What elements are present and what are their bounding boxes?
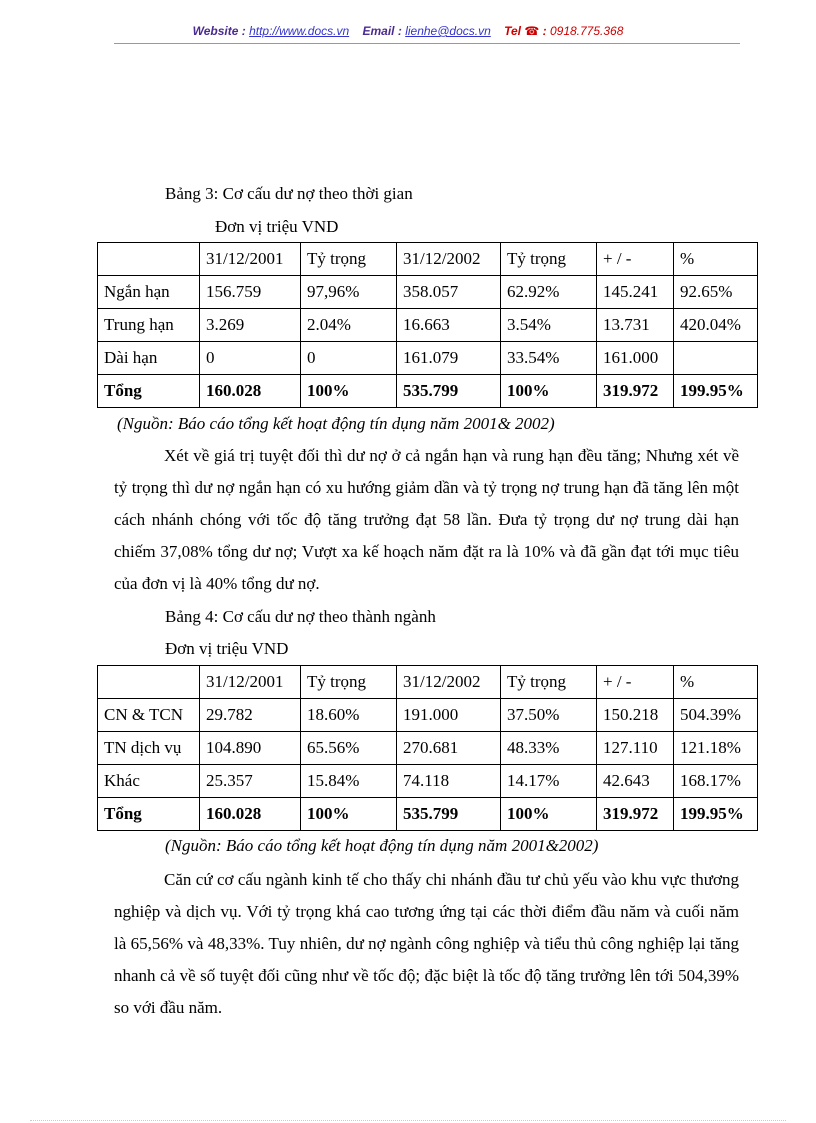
- table-cell: 62.92%: [501, 276, 597, 309]
- table-cell: 145.241: [597, 276, 674, 309]
- website-link[interactable]: http://www.docs.vn: [249, 24, 350, 38]
- table-row: [98, 342, 758, 375]
- table-cell: 161.000: [597, 342, 674, 375]
- table-header-cell: [98, 243, 200, 276]
- table-cell: 100%: [501, 798, 597, 831]
- tel-number: 0918.775.368: [549, 24, 624, 38]
- table-cell: [674, 342, 758, 375]
- table4-caption: Bảng 4: Cơ cấu dư nợ theo thành ngành: [165, 607, 436, 626]
- table3-unit: Đơn vị triệu VND: [215, 217, 339, 236]
- table-header-row: [98, 243, 758, 276]
- table-cell: 160.028: [200, 375, 301, 408]
- table4-source: (Nguồn: Báo cáo tổng kết hoạt động tín dụng năm 2001&2002): [165, 836, 599, 855]
- table-cell: 2.04%: [301, 309, 397, 342]
- table-cell: Tổng: [98, 798, 200, 831]
- table-cell: 33.54%: [501, 342, 597, 375]
- table-cell: 13.731: [597, 309, 674, 342]
- table-cell: 535.799: [397, 798, 501, 831]
- table-cell: Dài hạn: [98, 342, 200, 375]
- table-cell: Ngắn hạn: [98, 276, 200, 309]
- table-cell: CN & TCN: [98, 699, 200, 732]
- table-cell: 504.39%: [674, 699, 758, 732]
- table-cell: 25.357: [200, 765, 301, 798]
- email-link[interactable]: lienhe@docs.vn: [405, 24, 491, 38]
- table4-unit: Đơn vị triệu VND: [165, 639, 289, 658]
- table-cell: Tổng: [98, 375, 200, 408]
- table-header-cell: 31/12/2001: [200, 666, 301, 699]
- table-cell: 100%: [301, 375, 397, 408]
- table-cell: 127.110: [597, 732, 674, 765]
- table-cell: 15.84%: [301, 765, 397, 798]
- table-cell: 74.118: [397, 765, 501, 798]
- table-cell: 100%: [501, 375, 597, 408]
- table-cell: 161.079: [397, 342, 501, 375]
- table-cell: 65.56%: [301, 732, 397, 765]
- email-label: Email :: [362, 24, 402, 38]
- table-header-cell: [98, 666, 200, 699]
- table-row: [98, 276, 758, 309]
- table-cell: 358.057: [397, 276, 501, 309]
- table-cell: 270.681: [397, 732, 501, 765]
- table3: [97, 242, 758, 408]
- table-header-cell: %: [674, 666, 758, 699]
- table-cell: 92.65%: [674, 276, 758, 309]
- table-header-row: [98, 666, 758, 699]
- table-header-cell: + / -: [597, 243, 674, 276]
- table4: [97, 665, 758, 831]
- table-cell: 121.18%: [674, 732, 758, 765]
- table-header-cell: %: [674, 243, 758, 276]
- table-cell: Khác: [98, 765, 200, 798]
- table-header-cell: + / -: [597, 666, 674, 699]
- table3-source: (Nguồn: Báo cáo tổng kết hoạt động tín dụng năm 2001& 2002): [117, 414, 555, 433]
- footer-divider: [30, 1120, 786, 1121]
- table-cell: 319.972: [597, 798, 674, 831]
- table-cell: 16.663: [397, 309, 501, 342]
- table-cell: 100%: [301, 798, 397, 831]
- table-cell: 160.028: [200, 798, 301, 831]
- table-cell: 191.000: [397, 699, 501, 732]
- table-cell: 29.782: [200, 699, 301, 732]
- paragraph-1: Xét về giá trị tuyệt đối thì dư nợ ở cả ngắn hạn và rung hạn đều tăng; Nhưng xét về tỷ trọng thì dư nợ ngắn hạn có xu hướng giảm dần và tỷ trọng nợ trung hạn đã tăng lên một cách nhánh chóng với tốc độ tăng trưởng đạt 58 lần. Đưa tỷ trọng dư nợ trung dài hạn chiếm 37,08% tổng dư nợ; Vượt xa kế hoạch năm đặt ra là 10% và đã gần đạt tới mục tiêu của đơn vị là 40% tổng dư nợ.: [114, 446, 739, 593]
- page-header: [0, 24, 816, 38]
- table-header-cell: 31/12/2001: [200, 243, 301, 276]
- table-cell: 420.04%: [674, 309, 758, 342]
- table-row: [98, 732, 758, 765]
- table-cell: 37.50%: [501, 699, 597, 732]
- table-cell: 535.799: [397, 375, 501, 408]
- table-cell: 319.972: [597, 375, 674, 408]
- table-cell: 199.95%: [674, 375, 758, 408]
- table-cell: 3.269: [200, 309, 301, 342]
- table-cell: 104.890: [200, 732, 301, 765]
- table-header-cell: 31/12/2002: [397, 243, 501, 276]
- header-divider: [114, 43, 740, 44]
- table-row: [98, 699, 758, 732]
- paragraph-2: Căn cứ cơ cấu ngành kinh tế cho thấy chi nhánh đầu tư chủ yếu vào khu vực thương nghiệp và dịch vụ. Với tỷ trọng khá cao tương ứng tại các thời điểm đầu năm và cuối năm là 65,56% và 48,33%. Tuy nhiên, dư nợ ngành công nghiệp và tiểu thủ công nghiệp lại tăng nhanh cả về số tuyệt đối cũng như về tốc độ; đặc biệt là tốc độ tăng trưởng lên tới 504,39% so với đầu năm.: [114, 870, 739, 1017]
- table-cell: 3.54%: [501, 309, 597, 342]
- table-cell: 0: [301, 342, 397, 375]
- table-row: [98, 765, 758, 798]
- table-header-cell: Tỷ trọng: [501, 243, 597, 276]
- table-cell: 199.95%: [674, 798, 758, 831]
- table-cell: 97,96%: [301, 276, 397, 309]
- table-header-cell: 31/12/2002: [397, 666, 501, 699]
- table-row: [98, 309, 758, 342]
- table-cell: 42.643: [597, 765, 674, 798]
- table-total-row: [98, 375, 758, 408]
- table-header-cell: Tỷ trọng: [301, 666, 397, 699]
- table-cell: 150.218: [597, 699, 674, 732]
- table3-caption: Bảng 3: Cơ cấu dư nợ theo thời gian: [165, 184, 413, 203]
- table-cell: 0: [200, 342, 301, 375]
- table-total-row: [98, 798, 758, 831]
- table-cell: TN dịch vụ: [98, 732, 200, 765]
- table-cell: 48.33%: [501, 732, 597, 765]
- table-cell: 18.60%: [301, 699, 397, 732]
- website-label: Website :: [192, 24, 246, 38]
- table-cell: 156.759: [200, 276, 301, 309]
- table-cell: Trung hạn: [98, 309, 200, 342]
- table-cell: 14.17%: [501, 765, 597, 798]
- table-header-cell: Tỷ trọng: [501, 666, 597, 699]
- table-header-cell: Tỷ trọng: [301, 243, 397, 276]
- table-cell: 168.17%: [674, 765, 758, 798]
- tel-label: Tel ☎ :: [504, 24, 547, 38]
